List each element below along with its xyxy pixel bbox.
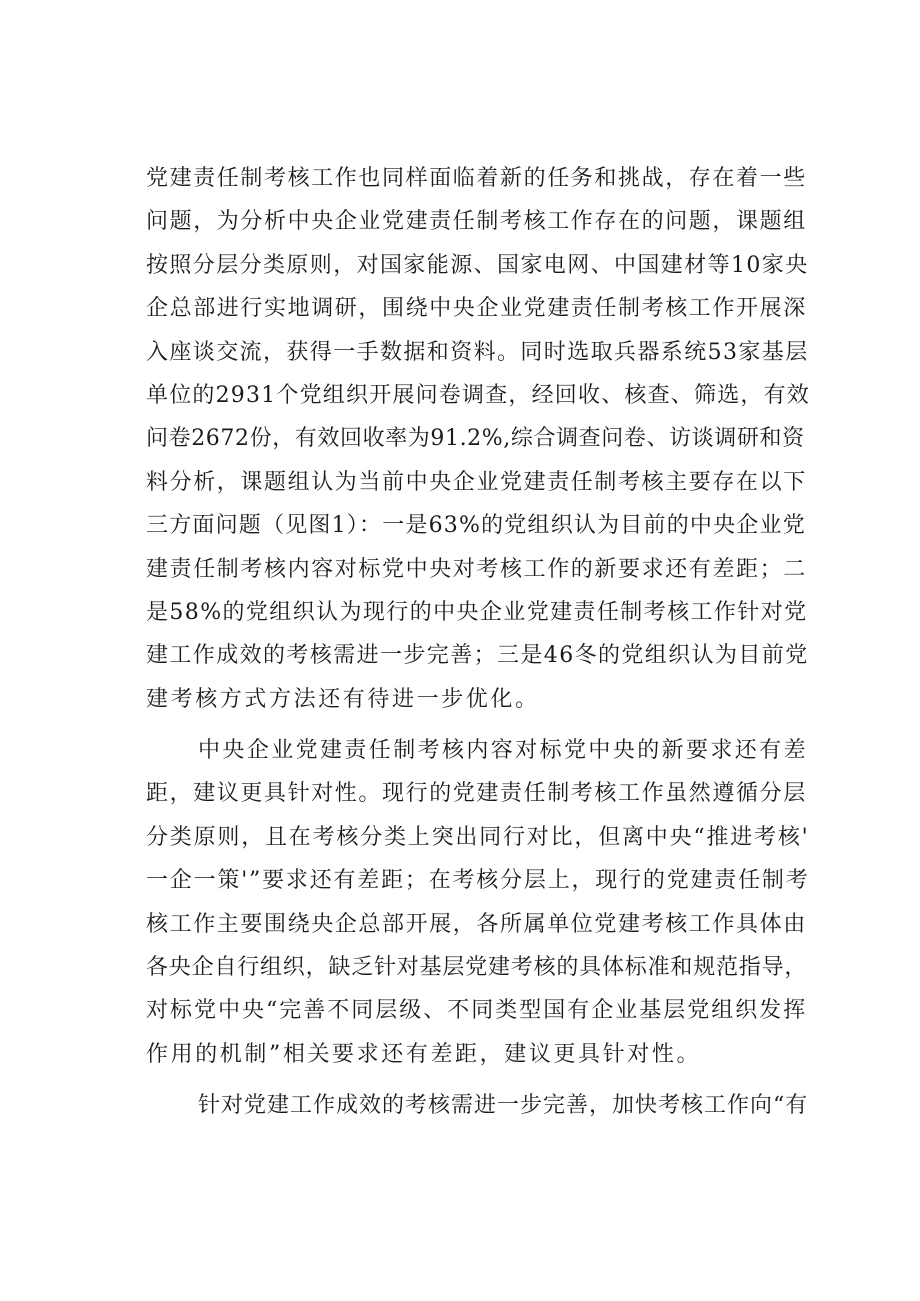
text-line: 作用的机制”相关要求还有差距，建议更具针对性。 (146, 1041, 702, 1067)
text-line: 建考核方式方法还有待进一步优化。 (146, 686, 540, 712)
text-line: 建工作成效的考核需进一步完善；三是46冬的党组织认为目前党 (146, 643, 809, 669)
text-line: 入座谈交流，获得一手数据和资料。同时选取兵器系统53家基层 (146, 339, 809, 365)
text-line: 单位的2931个党组织开展问卷调查，经回收、核查、筛选，有效 (146, 382, 810, 408)
paragraph-3 (146, 1084, 810, 1127)
text-line: 问题，为分析中央企业党建责任制考核工作存在的问题，课题组 (146, 209, 807, 235)
text-line: 料分析，课题组认为当前中央企业党建责任制考核主要存在以下 (146, 469, 807, 495)
text-line: 建责任制考核内容对标党中央对考核工作的新要求还有差距；二 (146, 556, 807, 582)
text-line: 按照分层分类原则，对国家能源、国家电网、中国建材等10家央 (146, 252, 809, 278)
text-line: 企总部进行实地调研，围绕中央企业党建责任制考核工作开展深 (146, 296, 807, 322)
text-line: 中央企业党建责任制考核内容对标党中央的新要求还有差 (198, 738, 809, 764)
text-line: 各央企自行组织，缺乏针对基层党建考核的具体标准和规范指导， (146, 955, 808, 981)
text-line: 党建责任制考核工作也同样面临着新的任务和挑战，存在着一些 (146, 166, 807, 191)
text-line: 核工作主要围绕央企总部开展，各所属单位党建考核工作具体由 (146, 911, 807, 937)
text-line: 对标党中央“完善不同层级、不同类型国有企业基层党组织发挥 (146, 998, 808, 1024)
paragraph-2 (146, 729, 810, 1076)
text-line: 三方面问题（见图1）：一是63%的党组织认为目前的中央企业党 (146, 513, 806, 539)
paragraph-spacer (146, 1076, 810, 1084)
text-line: 分类原则，且在考核分类上突出同行对比，但离中央“推进考核' (146, 824, 810, 850)
paragraph-1 (146, 157, 810, 721)
body-text (146, 157, 810, 1128)
text-line: 距，建议更具针对性。现行的党建责任制考核工作虽然遵循分层 (146, 781, 807, 807)
text-line: 问卷2672份，有效回收率为91.2%,综合调查问卷、访谈调研和资 (146, 426, 805, 452)
paragraph-spacer (146, 721, 810, 729)
text-line: 是58%的党组织认为现行的中央企业党建责任制考核工作针对党 (146, 599, 808, 625)
text-line: 针对党建工作成效的考核需进一步完善，加快考核工作向“有 (198, 1093, 809, 1119)
text-line: 一企一策'”要求还有差距；在考核分层上，现行的党建责任制考 (146, 868, 810, 894)
